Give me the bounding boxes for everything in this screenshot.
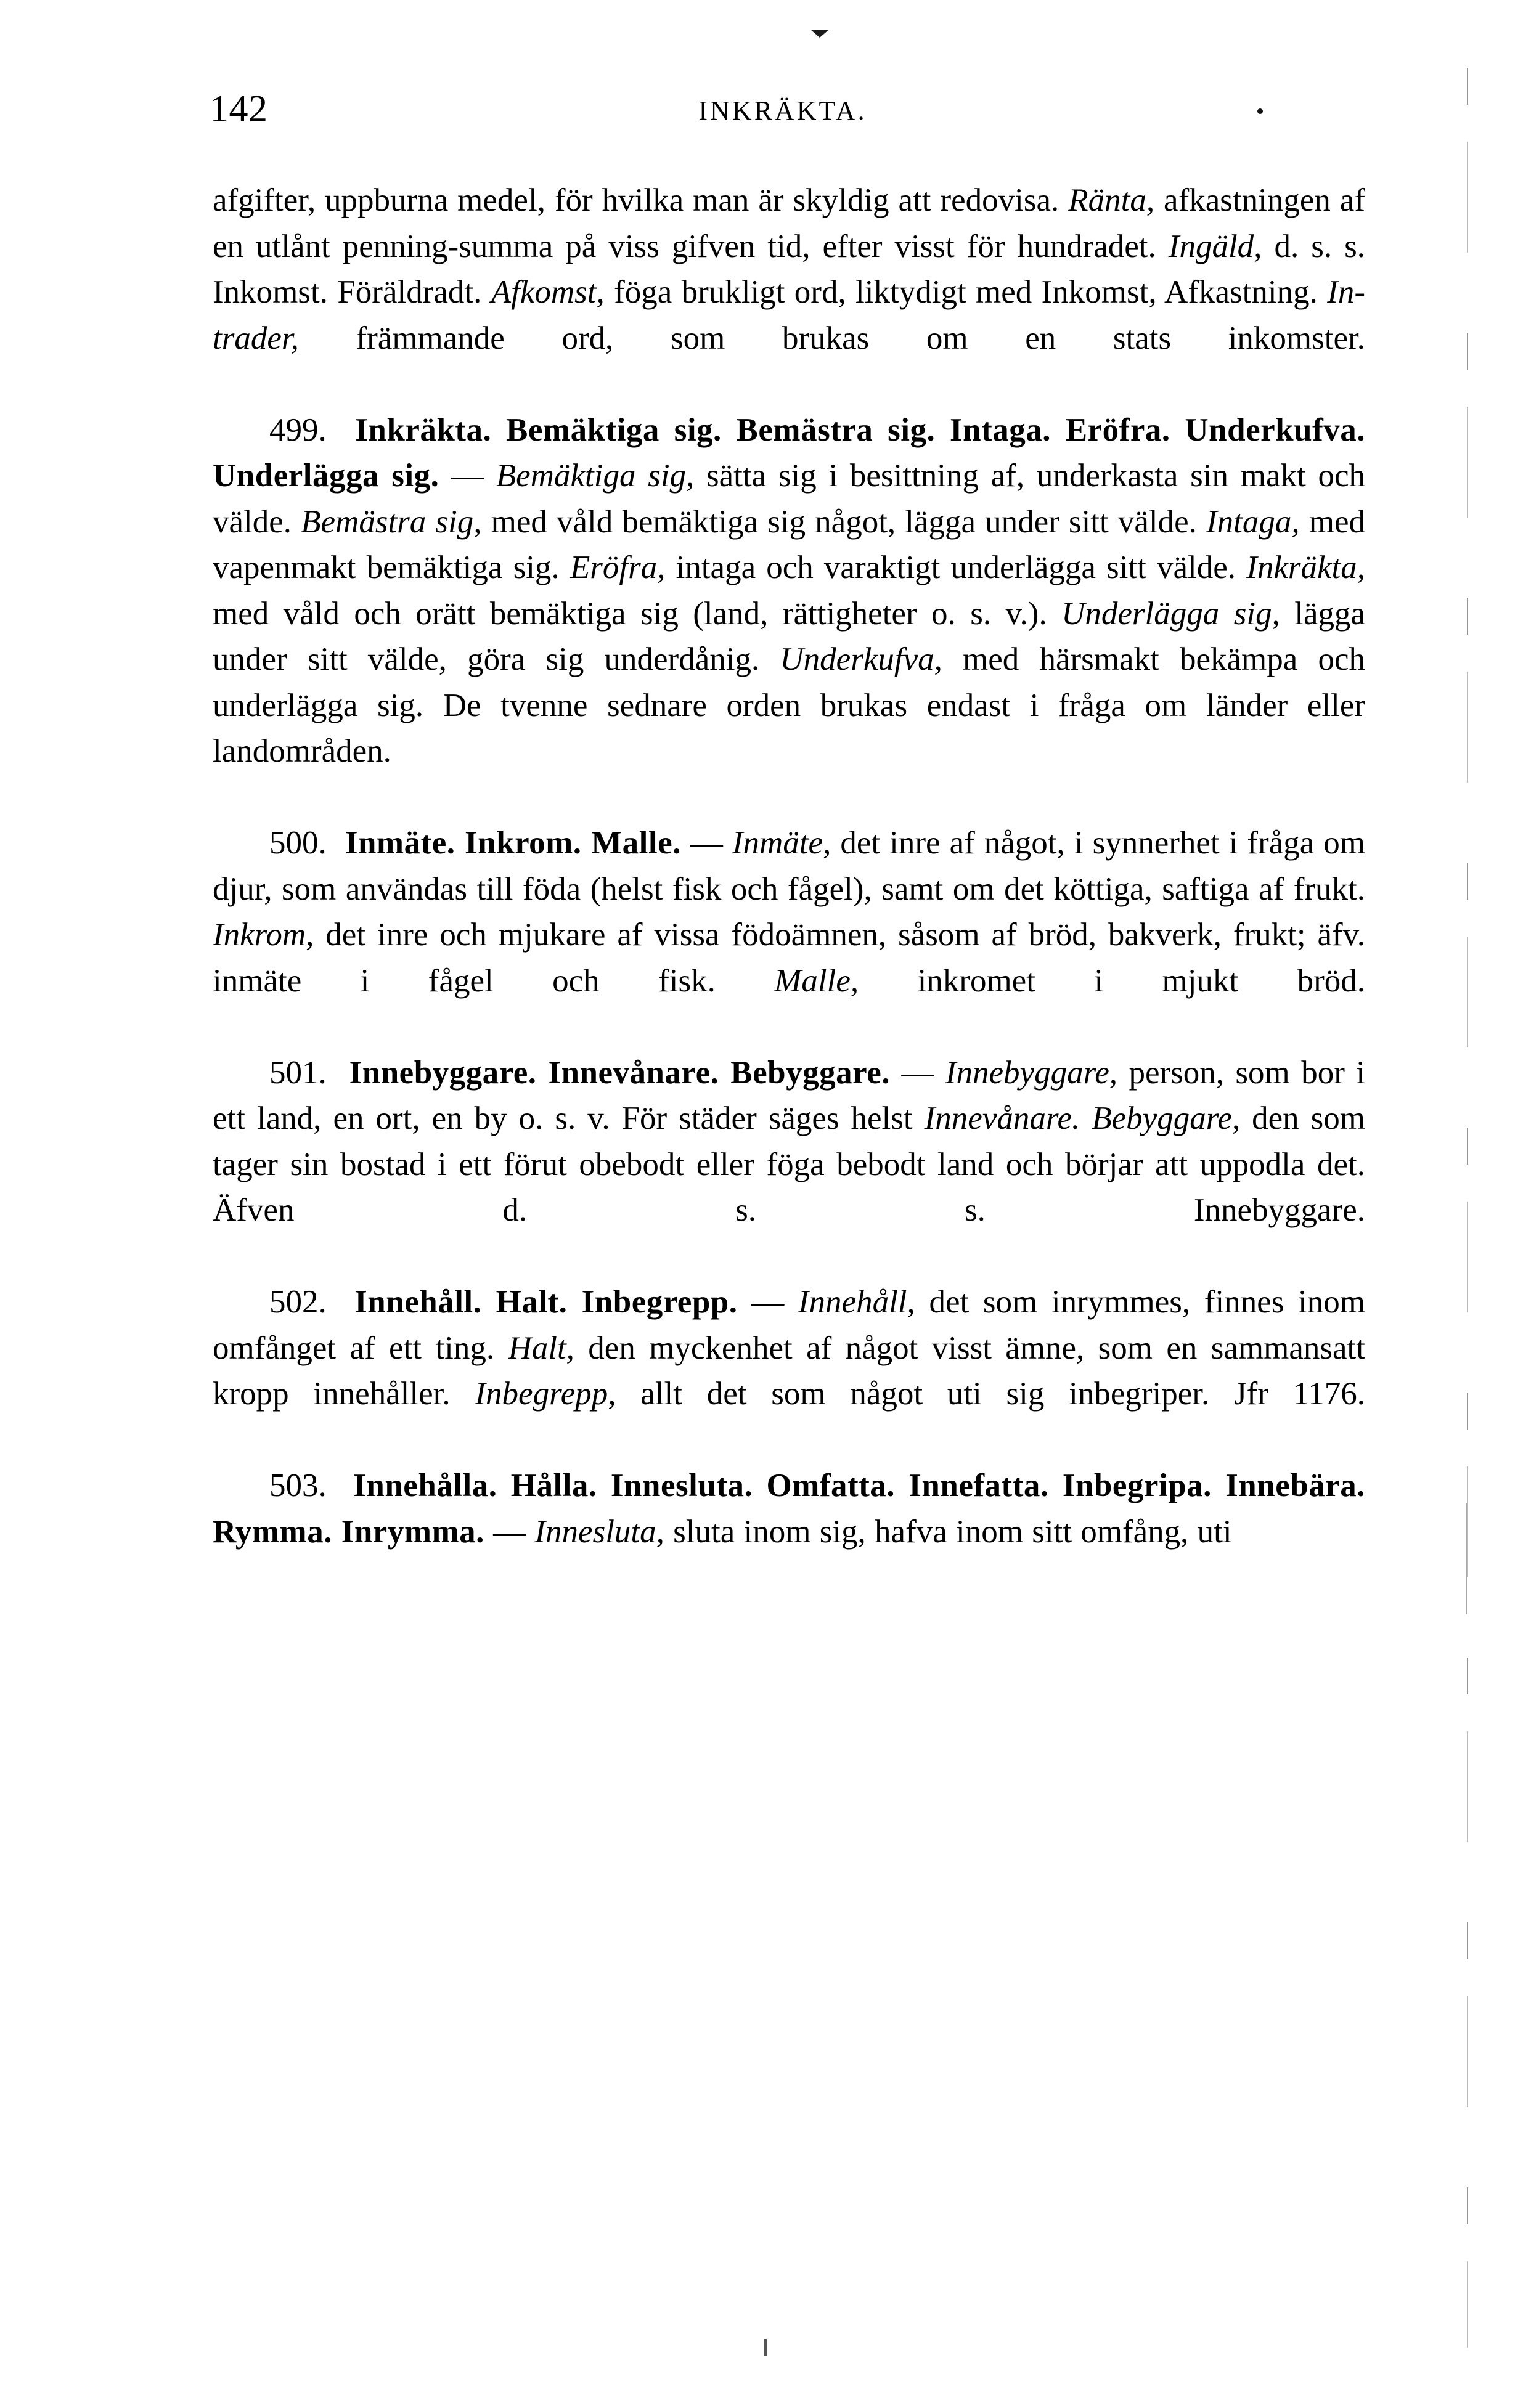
entry-number: 501. (269, 1054, 327, 1091)
text-run: främmande ord, som brukas om en stats inkomster. (298, 320, 1365, 356)
italic-headword: Inkrom, (213, 917, 314, 953)
scan-artifact-header-dot (1257, 108, 1263, 114)
text-run: den som tager sin bostad i ett förut obebodt eller föga bebodt land och börjar att uppodla det. Äfven d. s. s. Innebyggare. (213, 1100, 1366, 1228)
text-run: afkastningen af en utlånt penning-summa på viss gifven tid, efter visst för hundradet. (213, 182, 1365, 264)
page-body (213, 177, 1365, 1555)
text-run: med härsmakt bekämpa och underlägga sig. De tvenne sednare orden brukas endast i fråga om länder eller landområden. (213, 641, 1366, 769)
text-run: föga brukligt ord, liktydigt med Inkomst, Afkastning. (604, 274, 1328, 310)
text-run: sätta sig i besittning af, underkasta sin makt och välde. (213, 458, 1365, 540)
text-run: lägga under sitt välde, göra sig underdånig. (213, 595, 1365, 677)
text-run: med våld och orätt bemäktiga sig (land, rättigheter o. s. v.). (213, 595, 1062, 632)
entry-headwords: Innehålla. Hålla. Innesluta. Omfatta. Innefatta. Inbegripa. Innebära. Rymma. Inrymma. (213, 1468, 1365, 1550)
italic-headword: Eröfra, (570, 550, 666, 585)
italic-headword: Underlägga sig, (1061, 595, 1280, 632)
italic-headword: Bemästra sig, (301, 503, 482, 540)
page-number: 142 (210, 88, 268, 130)
entry-separator: — (451, 458, 484, 494)
entry-500 (213, 820, 1365, 1050)
entry-headwords: Inmäte. Inkrom. Malle. (345, 825, 681, 861)
text-run: d. s. s. Inkomst. Föräldradt. (213, 228, 1365, 310)
running-title: INKRÄKTA. (698, 96, 867, 126)
entry-headwords: Innehåll. Halt. Inbegrepp. (354, 1284, 738, 1320)
text-run: det som inrymmes, finnes inom omfånget af ett ting. (213, 1284, 1366, 1366)
entry-separator: — (690, 825, 723, 861)
entry-502 (213, 1279, 1365, 1463)
italic-headword: Innehåll, (798, 1284, 915, 1320)
italic-headword: Intaga, (1206, 503, 1300, 540)
entry-separator: — (901, 1054, 934, 1091)
italic-headword: Afkomst, (491, 274, 605, 310)
scan-artifact-top-mark (810, 30, 829, 38)
italic-headword: Underkufva, (780, 641, 942, 677)
italic-headword: Halt, (508, 1330, 574, 1366)
entry-503 (213, 1463, 1365, 1555)
scan-artifact-right-margin-rule (1467, 68, 1468, 2348)
text-run: inkromet i mjukt bröd. (859, 962, 1365, 999)
italic-headword: Ingäld, (1168, 228, 1262, 264)
entry-number: 499. (269, 412, 327, 448)
italic-headword: Ränta, (1068, 182, 1155, 218)
scan-artifact-right-margin-rule-segment (1466, 1503, 1467, 1614)
text-run: med våld bemäktiga sig något, lägga under sitt välde. (481, 503, 1207, 540)
entry-number: 502. (269, 1284, 327, 1320)
text-run: intaga och varaktigt underlägga sitt välde. (665, 550, 1247, 585)
entry-headwords: Innebyggare. Innevånare. Bebyggare. (349, 1054, 890, 1091)
entry-headwords: Inkräkta. Bemäktiga sig. Bemästra sig. Intaga. Eröfra. Underkufva. Underlägga sig. (213, 412, 1365, 494)
text-run: det inre af något, i synnerhet i fråga om djur, som användas till föda (helst fisk och fågel), samt om det köttiga, saftiga af frukt. (213, 825, 1366, 907)
text-run: den myckenhet af något visst ämne, som en sammansatt kropp innehåller. (213, 1330, 1365, 1412)
italic-headword: Intrader, (213, 274, 1365, 356)
italic-headword: Inkräkta, (1246, 550, 1366, 585)
text-run: med vapenmakt bemäktiga sig. (213, 503, 1366, 585)
entry-499 (213, 407, 1365, 821)
text-run: afgifter, uppburna medel, för hvilka man är skyldig att redovisa. (213, 182, 1069, 218)
text-run: allt det som något uti sig inbegriper. Jfr 1176. (616, 1376, 1365, 1412)
italic-headword: Inmäte, (732, 825, 831, 861)
entry-number: 500. (269, 825, 327, 861)
page-header (210, 86, 1368, 142)
text-run: sluta inom sig, hafva inom sitt omfång, uti (664, 1513, 1232, 1550)
italic-headword: Innevånare. (924, 1100, 1080, 1136)
italic-headword: Innebyggare, (945, 1054, 1118, 1091)
scan-artifact-bottom-tick (764, 2339, 767, 2356)
italic-headword: Bemäktiga sig, (496, 458, 695, 494)
italic-headword: Inbegrepp, (475, 1376, 616, 1412)
text-run: det inre och mjukare af vissa födoämnen, såsom af bröd, bakverk, frukt; äfv. inmäte i fågel och fisk. (213, 917, 1365, 999)
entry-501 (213, 1050, 1365, 1280)
italic-headword: Innesluta, (534, 1513, 664, 1550)
entry-separator: — (751, 1284, 785, 1320)
entry-number: 503. (269, 1468, 327, 1503)
italic-headword: Bebyggare, (1092, 1100, 1241, 1136)
paragraph-continued-entry (213, 177, 1365, 407)
text-run (1080, 1100, 1092, 1136)
text-run: person, som bor i ett land, en ort, en by o. s. v. För städer säges helst (213, 1054, 1366, 1136)
entry-separator: — (493, 1513, 526, 1550)
italic-headword: Malle, (774, 962, 859, 999)
